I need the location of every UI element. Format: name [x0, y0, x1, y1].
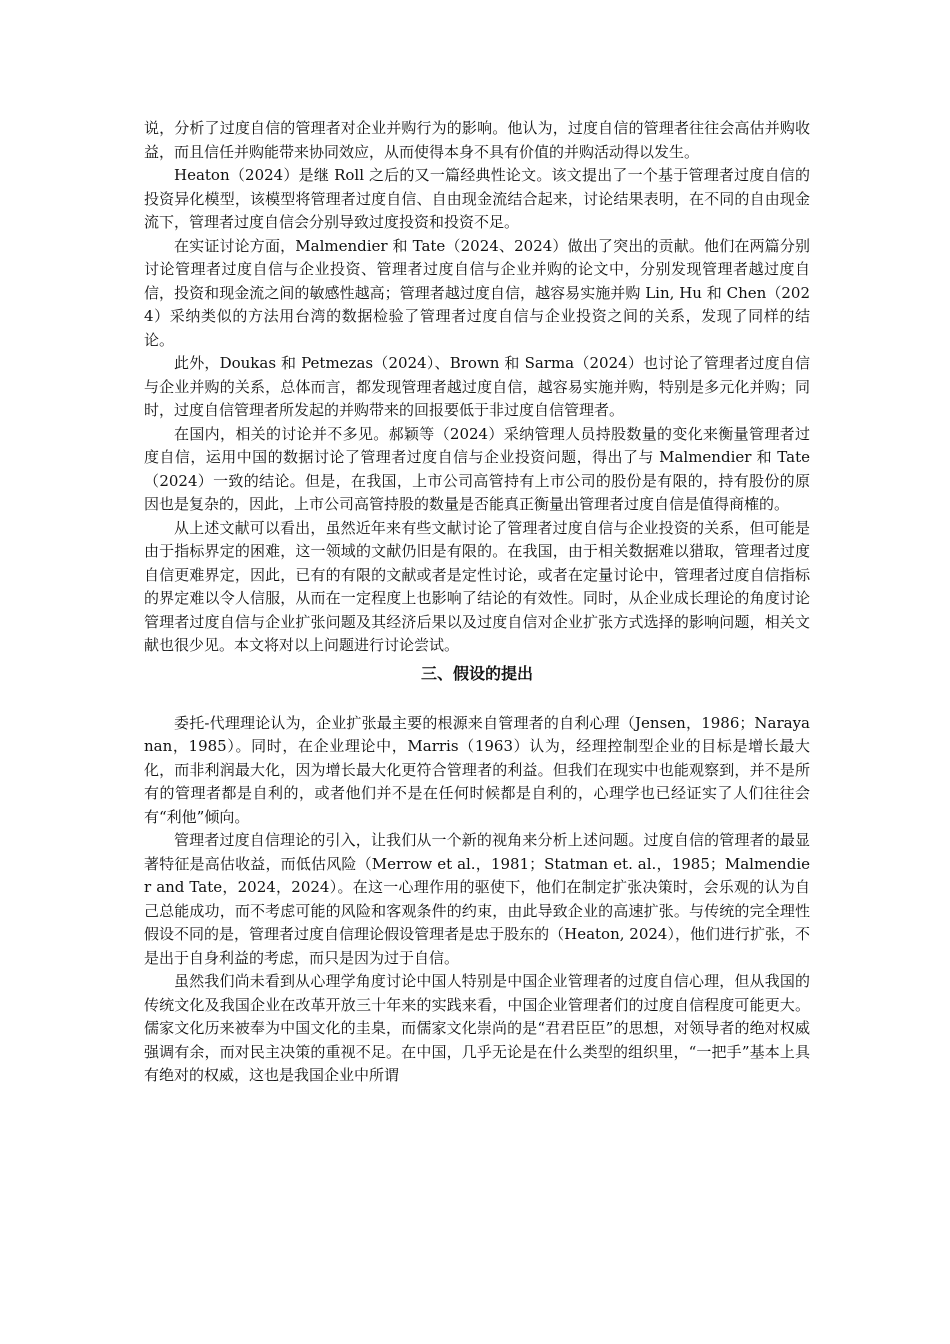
- paragraph-continuation: 说，分析了过度自信的管理者对企业并购行为的影响。他认为，过度自信的管理者往往会高估并购收益，而且信任并购能带来协同效应，从而使得本身不具有价值的并购活动得以发生。: [144, 119, 810, 161]
- section-heading: 三、假设的提出: [420, 663, 533, 683]
- paragraph-domestic: 在国内，相关的讨论并不多见。郝颖等（2024）采纳管理人员持股数量的变化来衡量管理者过度自信，运用中国的数据讨论了管理者过度自信与企业投资问题，得出了与 Malmendier 和 Tate（2024）一致的结论。但是，在我国，上市公司高管持有上市公司的股份是有限的，持有股份的原因也是复杂的，因此，上市公司高管持股的数量是否能真正衡量出管理者过度自信是值得商榷的。: [144, 424, 810, 513]
- paragraph-agency-theory: 委托-代理理论认为，企业扩张最主要的根源来自管理者的自利心理（Jensen，1986；Narayanan，1985）。同时，在企业理论中，Marris（1963）认为，经理控制型企业的目标是增长最大化，而非利润最大化，因为增长最大化更符合管理者的利益。但我们在现实中也能观察到，并不是所有的管理者都是自利的，或者他们并不是在任何时候都是自利的，心理学也已经证实了人们往往会有“利他”倾向。: [144, 713, 810, 826]
- paragraph-summary: 从上述文献可以看出，虽然近年来有些文献讨论了管理者过度自信与企业投资的关系，但可能是由于指标界定的困难，这一领域的文献仍旧是有限的。在我国，由于相关数据难以猎取，管理者过度自信更难界定，因此，已有的有限的文献或者是定性讨论，或者在定量讨论中，管理者过度自信指标的界定难以令人信服，从而在一定程度上也影响了结论的有效性。同时，从企业成长理论的角度讨论管理者过度自信与企业扩张问题及其经济后果以及过度自信对企业扩张方式选择的影响问题，相关文献也很少见。本文将对以上问题进行讨论尝试。: [144, 518, 810, 654]
- paragraph-doukas: 此外，Doukas 和 Petmezas（2024）、Brown 和 Sarma（2024）也讨论了管理者过度自信与企业并购的关系，总体而言，都发现管理者越过度自信，越容易实施并购，特别是多元化并购；同时，过度自信管理者所发起的并购带来的回报要低于非过度自信管理者。: [144, 354, 810, 419]
- paragraph-heaton: Heaton（2024）是继 Roll 之后的又一篇经典性论文。该文提出了一个基于管理者过度自信的投资异化模型，该模型将管理者过度自信、自由现金流结合起来，讨论结果表明，在不同的自由现金流下，管理者过度自信会分别导致过度投资和投资不足。: [144, 166, 810, 231]
- paragraph-empirical: 在实证讨论方面，Malmendier 和 Tate（2024、2024）做出了突出的贡献。他们在两篇分别讨论管理者过度自信与企业投资、管理者过度自信与企业并购的论文中，分别发现管理者越过度自信，投资和现金流之间的敏感性越高；管理者越过度自信，越容易实施并购 Lin, Hu 和 Chen（2024）采纳类似的方法用台湾的数据检验了管理者过度自信与企业投资之间的关系，发现了同样的结论。: [144, 236, 810, 349]
- paragraph-overconfidence-theory: 管理者过度自信理论的引入，让我们从一个新的视角来分析上述问题。过度自信的管理者的最显著特征是高估收益，而低估风险（Merrow et al.，1981；Statman et. al.，1985；Malmendier and Tate，2024，2024）。在这一心理作用的驱使下，他们在制定扩张决策时，会乐观的认为自己总能成功，而不考虑可能的风险和客观条件的约束，由此导致企业的高速扩张。与传统的完全理性假设不同的是，管理者过度自信理论假设管理者是忠于股东的（Heaton, 2024），他们进行扩张，不是出于自身利益的考虑，而只是因为过于自信。: [144, 831, 810, 967]
- paragraph-chinese-culture: 虽然我们尚未看到从心理学角度讨论中国人特别是中国企业管理者的过度自信心理，但从我国的传统文化及我国企业在改革开放三十年来的实践来看，中国企业管理者们的过度自信程度可能更大。儒家文化历来被奉为中国文化的圭臬，而儒家文化崇尚的是“君君臣臣”的思想，对领导者的绝对权威强调有余，而对民主决策的重视不足。在中国，几乎无论是在什么类型的组织里，“一把手”基本上具有绝对的权威，这也是我国企业中所谓: [144, 972, 810, 1084]
- document-page: [144, 117, 810, 1088]
